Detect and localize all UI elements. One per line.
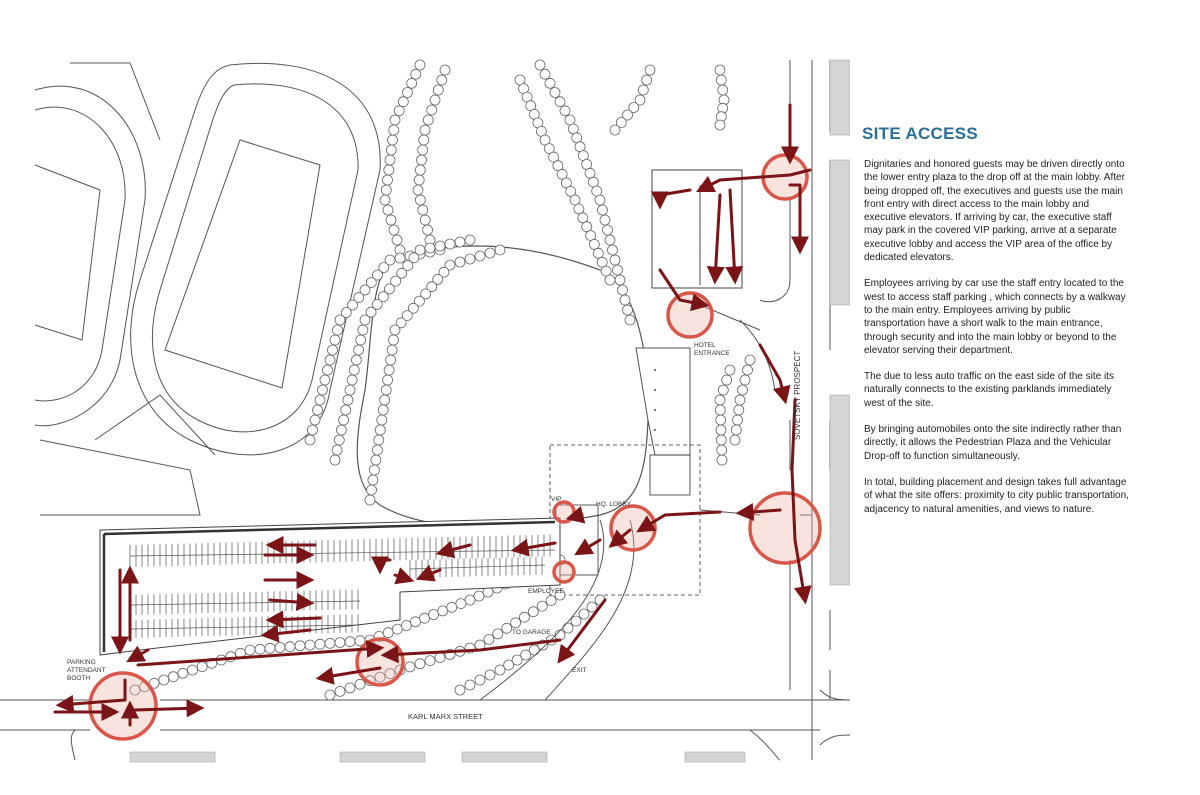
- tree: [495, 245, 505, 255]
- tree: [315, 395, 325, 405]
- tree: [367, 485, 377, 495]
- tree: [330, 455, 340, 465]
- tree: [620, 295, 630, 305]
- label-exit: EXIT: [572, 667, 587, 674]
- label-sovetsky-prospect: SOVETSKY PROSPECT: [793, 350, 802, 440]
- tree: [343, 395, 353, 405]
- tree: [718, 85, 728, 95]
- tree: [159, 675, 169, 685]
- tree: [733, 415, 743, 425]
- tree: [415, 60, 425, 70]
- tree: [623, 305, 633, 315]
- label-vip: VIP: [551, 496, 562, 503]
- tree: [390, 325, 400, 335]
- tree: [390, 115, 400, 125]
- tree: [595, 195, 605, 205]
- tree: [563, 623, 573, 633]
- tree: [388, 135, 398, 145]
- tree: [380, 195, 390, 205]
- tree: [625, 315, 635, 325]
- tree: [375, 425, 385, 435]
- tree: [579, 609, 589, 619]
- tree: [368, 475, 378, 485]
- tree: [386, 355, 396, 365]
- tree: [415, 659, 425, 669]
- site-access-panel: [862, 124, 1130, 529]
- tree: [735, 395, 745, 405]
- tree: [546, 596, 556, 606]
- tree: [588, 177, 598, 187]
- tree: [389, 335, 399, 345]
- hq-core: [650, 455, 690, 495]
- tree: [392, 624, 402, 634]
- tree: [394, 106, 404, 116]
- node-dropoff: [611, 506, 655, 550]
- tree: [168, 672, 178, 682]
- tree: [411, 69, 421, 79]
- tree: [308, 425, 318, 435]
- tree: [605, 235, 615, 245]
- tree: [403, 88, 413, 98]
- tree: [582, 159, 592, 169]
- tree: [572, 133, 582, 143]
- tree: [178, 668, 188, 678]
- tree: [600, 215, 610, 225]
- tree: [475, 251, 485, 261]
- tree: [435, 241, 445, 251]
- tree: [384, 365, 394, 375]
- tree: [608, 245, 618, 255]
- tree: [305, 640, 315, 650]
- tree: [255, 644, 265, 654]
- tree: [456, 599, 466, 609]
- tree: [465, 235, 475, 245]
- tree: [433, 85, 443, 95]
- tree: [389, 225, 399, 235]
- tree: [716, 75, 726, 85]
- tree: [574, 204, 584, 214]
- tree: [378, 405, 388, 415]
- label-booth-2: ATTENDANT: [67, 667, 106, 674]
- tree: [383, 628, 393, 638]
- tree: [386, 145, 396, 155]
- tree: [565, 115, 575, 125]
- paragraph-indirect-access: By bringing automobiles onto the site indirectly rather than directly, it allows the Pedestrian Plaza and the Vehicular Drop-off to function simultaneously.: [864, 424, 1122, 462]
- tree: [387, 345, 397, 355]
- tree: [740, 375, 750, 385]
- tree: [445, 239, 455, 249]
- circulation-arrow: [135, 708, 200, 710]
- tree: [437, 75, 447, 85]
- node-east-entry: [750, 493, 820, 563]
- tree: [332, 445, 342, 455]
- tree: [592, 186, 602, 196]
- tree: [555, 97, 565, 107]
- tree: [618, 285, 628, 295]
- tree: [325, 690, 335, 700]
- tree: [389, 125, 399, 135]
- tree: [598, 205, 608, 215]
- tree: [511, 618, 521, 628]
- paragraph-summary: In total, building placement and design takes full advantage of what the site offers: proximity to city public transportation, adjacency to natural amenities, and views to nature.: [864, 476, 1129, 515]
- tree: [465, 680, 475, 690]
- tree: [415, 165, 425, 175]
- tree: [405, 662, 415, 672]
- tree: [427, 105, 437, 115]
- tree: [425, 656, 435, 666]
- tree: [435, 653, 445, 663]
- tree: [575, 142, 585, 152]
- label-hq-lobby: HQ. LOBBY: [596, 501, 632, 508]
- tree: [545, 78, 555, 88]
- tree: [333, 325, 343, 335]
- tree: [335, 686, 345, 696]
- tree: [716, 415, 726, 425]
- tree: [386, 215, 396, 225]
- tree: [715, 395, 725, 405]
- label-booth-1: PARKING: [67, 659, 96, 666]
- tree: [455, 685, 465, 695]
- tree: [613, 265, 623, 275]
- tree: [537, 601, 547, 611]
- tree: [423, 225, 433, 235]
- tree: [455, 237, 465, 247]
- tree: [568, 124, 578, 134]
- tree: [318, 385, 328, 395]
- tree: [415, 195, 425, 205]
- tree: [335, 315, 345, 325]
- tree: [320, 375, 330, 385]
- tree: [420, 125, 430, 135]
- tree: [381, 185, 391, 195]
- tree: [374, 435, 384, 445]
- tree: [734, 405, 744, 415]
- tree: [603, 225, 613, 235]
- tree: [417, 155, 427, 165]
- tree: [475, 675, 485, 685]
- tree: [730, 435, 740, 445]
- tree: [383, 205, 393, 215]
- tree: [345, 385, 355, 395]
- tree: [743, 365, 753, 375]
- tree: [645, 65, 655, 75]
- tree: [420, 215, 430, 225]
- tree: [716, 425, 726, 435]
- tree: [578, 213, 588, 223]
- tree: [423, 115, 433, 125]
- tree: [601, 266, 611, 276]
- tree: [383, 175, 393, 185]
- tree: [716, 435, 726, 445]
- tree: [371, 455, 381, 465]
- tree: [438, 606, 448, 616]
- tree: [484, 634, 494, 644]
- tree: [582, 222, 592, 232]
- tree: [349, 365, 359, 375]
- tree: [323, 365, 333, 375]
- running-track: [131, 63, 381, 454]
- tree: [369, 465, 379, 475]
- vip-parking: [652, 170, 742, 288]
- tree: [571, 616, 581, 626]
- tree: [188, 665, 198, 675]
- paragraph-east-side: The due to less auto traffic on the east side of the site its naturally connects to the existing parklands immediately west of the site.: [864, 371, 1114, 409]
- tree: [419, 135, 429, 145]
- tree: [425, 243, 435, 253]
- tree: [305, 435, 315, 445]
- tree: [381, 385, 391, 395]
- label-to-garage: TO GARAGE: [512, 629, 551, 636]
- tree: [315, 639, 325, 649]
- tree: [285, 642, 295, 652]
- tree: [325, 355, 335, 365]
- tree: [380, 395, 390, 405]
- tree: [535, 60, 545, 70]
- tree: [560, 106, 570, 116]
- tree: [430, 95, 440, 105]
- tree: [245, 645, 255, 655]
- tree: [347, 375, 357, 385]
- tree: [345, 637, 355, 647]
- tree: [295, 641, 305, 651]
- tree: [593, 248, 603, 258]
- tree: [642, 75, 652, 85]
- tree: [474, 591, 484, 601]
- tree: [313, 405, 323, 415]
- paragraph-employees: Employees arriving by car use the staff entry located to the west to access staff parking , which connects by a walkway to the main entry. Employees arriving by public transportation have a short walk to the main entrance, through security and into the main lobby or beyond to the elevator serving their department.: [864, 278, 1126, 356]
- tree: [528, 607, 538, 617]
- tree: [355, 679, 365, 689]
- tree: [384, 165, 394, 175]
- tree: [440, 65, 450, 75]
- label-karl-marx-street: KARL MARX STREET: [408, 712, 483, 721]
- tree: [455, 257, 465, 267]
- tree: [360, 315, 370, 325]
- tree: [365, 495, 375, 505]
- label-booth-3: BOOTH: [67, 675, 91, 682]
- tree: [398, 97, 408, 107]
- tree: [540, 69, 550, 79]
- node-booth: [90, 673, 156, 739]
- tree: [356, 335, 366, 345]
- tree: [550, 88, 560, 98]
- tree: [717, 445, 727, 455]
- tree: [519, 612, 529, 622]
- circulation-arrow: [578, 540, 600, 553]
- tree: [447, 602, 457, 612]
- tree: [345, 683, 355, 693]
- tree: [372, 445, 382, 455]
- tree: [354, 345, 364, 355]
- tree: [502, 623, 512, 633]
- tree: [336, 425, 346, 435]
- main-building: [357, 246, 648, 527]
- tree: [465, 254, 475, 264]
- tree: [420, 613, 430, 623]
- panel-heading: SITE ACCESS: [862, 124, 979, 143]
- tree: [310, 415, 320, 425]
- circulation-arrow: [270, 618, 320, 620]
- tree: [465, 595, 475, 605]
- tree: [485, 248, 495, 258]
- tree: [597, 257, 607, 267]
- tree: [392, 235, 402, 245]
- tree: [717, 455, 727, 465]
- tree: [605, 275, 615, 285]
- tree: [610, 125, 620, 135]
- tree: [197, 662, 207, 672]
- tree: [358, 325, 368, 335]
- tree: [328, 345, 338, 355]
- tree: [570, 195, 580, 205]
- tree: [638, 85, 648, 95]
- tree: [325, 638, 335, 648]
- tree: [265, 643, 275, 653]
- tree: [351, 355, 361, 365]
- tree: [335, 638, 345, 648]
- tree: [334, 435, 344, 445]
- tree: [731, 425, 741, 435]
- tree: [339, 415, 349, 425]
- tree: [275, 643, 285, 653]
- node-employee: [554, 562, 574, 582]
- tree: [414, 175, 424, 185]
- circulation-arrow: [130, 650, 148, 660]
- tree: [715, 65, 725, 75]
- tree: [722, 375, 732, 385]
- tree: [377, 415, 387, 425]
- tree: [745, 355, 755, 365]
- tree: [610, 255, 620, 265]
- tree: [383, 375, 393, 385]
- tree: [715, 120, 725, 130]
- tree: [330, 335, 340, 345]
- label-hotel-entrance-2: ENTRANCE: [694, 350, 730, 357]
- tree: [418, 205, 428, 215]
- tree: [485, 670, 495, 680]
- node-garage: [357, 639, 403, 685]
- paragraph-dignitaries: Dignitaries and honored guests may be driven directly onto the lower entry plaza to the drop off at the main lobby. After being dropped off, the executives and guests use the main front entry with direct access to the main lobby and executive elevators. If arriving by car, the executive staff may park in the covered VIP parking, arrive at a separate executive lobby and access the VIP area of the office by dedicated elevators.: [864, 159, 1125, 264]
- tree: [725, 365, 735, 375]
- tree: [413, 185, 423, 195]
- tree: [738, 385, 748, 395]
- tree: [418, 145, 428, 155]
- label-hotel-entrance-1: HOTEL: [694, 342, 716, 349]
- tree: [429, 610, 439, 620]
- tree: [585, 168, 595, 178]
- circulation-arrow: [760, 345, 785, 400]
- tree: [493, 629, 503, 639]
- tree: [385, 155, 395, 165]
- node-vip-parking: [668, 293, 712, 337]
- tree: [401, 621, 411, 631]
- tree: [341, 405, 351, 415]
- tree: [615, 275, 625, 285]
- label-employee: EMPLOYEE: [528, 588, 564, 595]
- tree: [715, 405, 725, 415]
- tree: [411, 617, 421, 627]
- tree: [407, 78, 417, 88]
- tree: [718, 385, 728, 395]
- tree: [589, 239, 599, 249]
- tree: [395, 253, 405, 263]
